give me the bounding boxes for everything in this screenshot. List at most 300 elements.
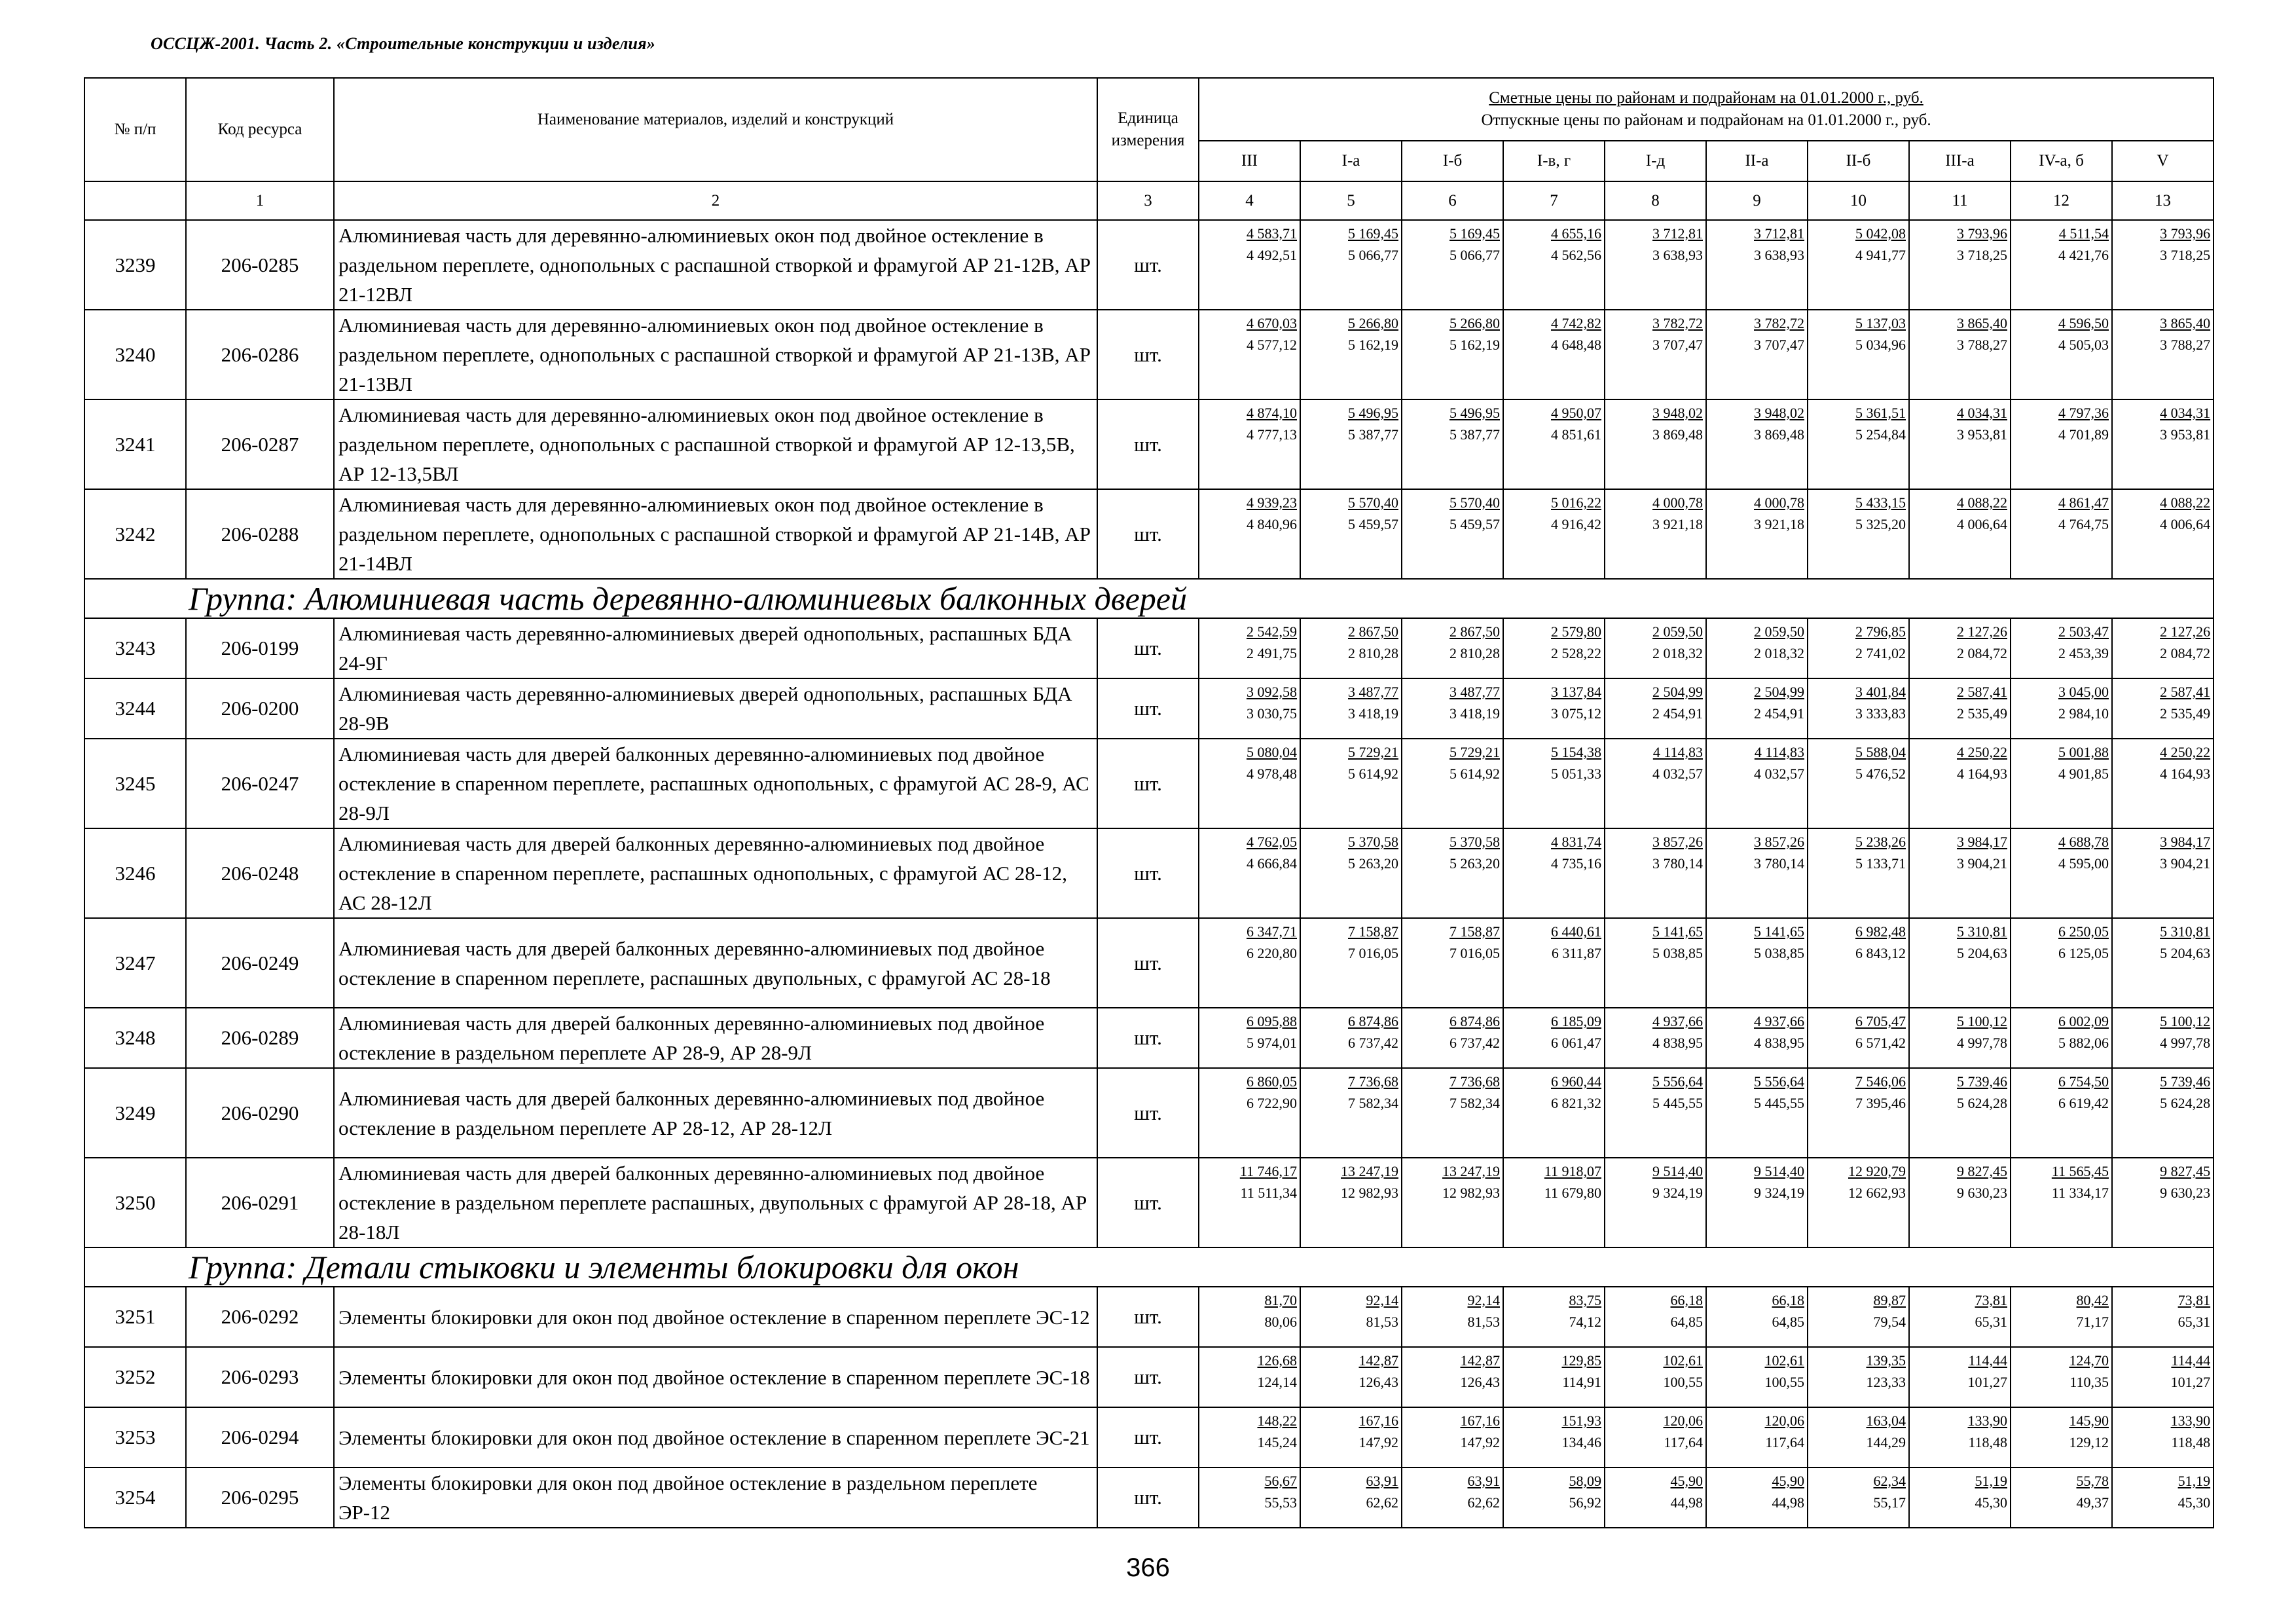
price-cell <box>1503 489 1605 579</box>
release-price: 126,43 <box>1358 1374 1398 1390</box>
price-cell <box>2011 1287 2112 1347</box>
estimate-price: 6 982,48 <box>1855 923 1906 940</box>
release-price: 81,53 <box>1366 1314 1398 1330</box>
estimate-price: 5 433,15 <box>1855 494 1906 511</box>
price-cell <box>1402 310 1503 399</box>
price-cell <box>2011 1347 2112 1407</box>
price-cell <box>1909 489 2011 579</box>
release-price: 147,92 <box>1460 1434 1500 1450</box>
estimate-price: 7 158,87 <box>1449 923 1500 940</box>
release-price: 7 395,46 <box>1855 1095 1906 1111</box>
release-price: 3 418,19 <box>1348 705 1398 722</box>
price-cell <box>1402 1158 1503 1247</box>
release-price: 4 901,85 <box>2058 766 2109 782</box>
column-number: 10 <box>1808 181 1909 220</box>
district-header: III <box>1199 141 1300 181</box>
price-cell <box>1402 1347 1503 1407</box>
release-price: 100,55 <box>1764 1374 1804 1390</box>
estimate-price: 4 950,07 <box>1551 405 1601 421</box>
estimate-price: 4 797,36 <box>2058 405 2109 421</box>
price-cell <box>1402 489 1503 579</box>
estimate-price: 56,67 <box>1264 1473 1297 1489</box>
estimate-price: 7 546,06 <box>1855 1073 1906 1090</box>
release-price: 5 133,71 <box>1855 855 1906 872</box>
price-table <box>84 77 2214 1528</box>
price-cell <box>1909 1467 2011 1528</box>
release-price: 5 034,96 <box>1855 337 1906 353</box>
price-cell <box>1909 1008 2011 1068</box>
resource-code: 206-0295 <box>186 1467 334 1528</box>
table-row <box>84 489 2214 579</box>
estimate-price: 13 247,19 <box>1442 1163 1500 1179</box>
release-price: 2 454,91 <box>1754 705 1804 722</box>
estimate-price: 4 688,78 <box>2058 834 2109 850</box>
estimate-price: 5 570,40 <box>1348 494 1398 511</box>
price-cell <box>1706 618 1808 678</box>
release-price: 3 707,47 <box>1652 337 1703 353</box>
price-title-release: Отпускные цены по районам и подрайонам на 01.01.2000 г., руб. <box>1481 111 1931 129</box>
release-price: 62,62 <box>1467 1494 1500 1511</box>
release-price: 3 921,18 <box>1754 516 1804 532</box>
release-price: 3 333,83 <box>1855 705 1906 722</box>
estimate-price: 58,09 <box>1569 1473 1601 1489</box>
estimate-price: 12 920,79 <box>1848 1163 1906 1179</box>
price-cell <box>1706 1467 1808 1528</box>
price-cell <box>1909 1158 2011 1247</box>
estimate-price: 5 556,64 <box>1754 1073 1804 1090</box>
estimate-price: 102,61 <box>1764 1352 1804 1369</box>
estimate-price: 5 739,46 <box>2160 1073 2211 1090</box>
estimate-price: 2 587,41 <box>1957 684 2007 700</box>
table-row <box>84 828 2214 918</box>
price-cell <box>1503 1008 1605 1068</box>
estimate-price: 3 137,84 <box>1551 684 1601 700</box>
release-price: 3 904,21 <box>2160 855 2211 872</box>
material-name: Алюминиевая часть для деревянно-алюминиевых окон под двойное остекление в раздельном переплете, однопольных с распашной створкой и фрамугой АР 12-13,5В, АР 12-13,5ВЛ <box>334 399 1097 489</box>
price-cell <box>1706 678 1808 739</box>
row-number: 3245 <box>84 739 186 828</box>
release-price: 5 459,57 <box>1348 516 1398 532</box>
estimate-price: 3 857,26 <box>1652 834 1703 850</box>
price-cell <box>2011 489 2112 579</box>
release-price: 134,46 <box>1561 1434 1601 1450</box>
column-number: 6 <box>1402 181 1503 220</box>
release-price: 110,35 <box>2069 1374 2109 1390</box>
release-price: 5 162,19 <box>1348 337 1398 353</box>
release-price: 5 614,92 <box>1348 766 1398 782</box>
column-number: 8 <box>1605 181 1706 220</box>
price-cell <box>1402 399 1503 489</box>
material-name: Алюминиевая часть для деревянно-алюминиевых окон под двойное остекление в раздельном переплете, однопольных с распашной створкой и фрамугой АР 21-13В, АР 21-13ВЛ <box>334 310 1097 399</box>
row-number: 3246 <box>84 828 186 918</box>
price-cell <box>1503 1347 1605 1407</box>
column-number: 1 <box>186 181 334 220</box>
release-price: 12 662,93 <box>1848 1185 1906 1201</box>
release-price: 7 016,05 <box>1449 945 1500 961</box>
price-cell <box>1199 618 1300 678</box>
estimate-price: 3 793,96 <box>2160 225 2211 242</box>
release-price: 4 562,56 <box>1551 247 1601 263</box>
estimate-price: 4 250,22 <box>2160 744 2211 760</box>
resource-code: 206-0288 <box>186 489 334 579</box>
estimate-price: 167,16 <box>1460 1412 1500 1429</box>
estimate-price: 5 370,58 <box>1449 834 1500 850</box>
release-price: 4 577,12 <box>1247 337 1297 353</box>
group-title: Группа: Детали стыковки и элементы блокировки для окон <box>186 1247 2214 1287</box>
district-header: I-б <box>1402 141 1503 181</box>
price-cell <box>1199 489 1300 579</box>
col-header-no: № п/п <box>84 78 186 181</box>
price-cell <box>1808 1287 1909 1347</box>
release-price: 65,31 <box>2178 1314 2211 1330</box>
estimate-price: 7 736,68 <box>1348 1073 1398 1090</box>
estimate-price: 4 655,16 <box>1551 225 1601 242</box>
price-cell <box>1503 220 1605 310</box>
estimate-price: 5 100,12 <box>2160 1013 2211 1029</box>
estimate-price: 2 542,59 <box>1247 623 1297 640</box>
material-name: Элементы блокировки для окон под двойное остекление в спаренном переплете ЭС-21 <box>334 1407 1097 1467</box>
estimate-price: 5 556,64 <box>1652 1073 1703 1090</box>
estimate-price: 13 247,19 <box>1341 1163 1398 1179</box>
estimate-price: 145,90 <box>2069 1412 2109 1429</box>
col-header-prices <box>1199 78 2214 141</box>
estimate-price: 4 114,83 <box>1652 744 1703 760</box>
district-header: IV-а, б <box>2011 141 2112 181</box>
table-row <box>84 1287 2214 1347</box>
row-number: 3239 <box>84 220 186 310</box>
estimate-price: 6 754,50 <box>2058 1073 2109 1090</box>
release-price: 5 387,77 <box>1348 426 1398 443</box>
price-cell <box>1706 399 1808 489</box>
price-cell <box>1909 678 2011 739</box>
group-row <box>84 579 2214 618</box>
price-cell <box>1503 618 1605 678</box>
row-number: 3247 <box>84 918 186 1008</box>
release-price: 4 701,89 <box>2058 426 2109 443</box>
table-row <box>84 1068 2214 1158</box>
price-cell <box>2112 1407 2214 1467</box>
estimate-price: 3 487,77 <box>1449 684 1500 700</box>
material-name: Элементы блокировки для окон под двойное остекление в раздельном переплете ЭР-12 <box>334 1467 1097 1528</box>
release-price: 2 084,72 <box>1957 645 2007 661</box>
release-price: 4 840,96 <box>1247 516 1297 532</box>
district-header: I-д <box>1605 141 1706 181</box>
release-price: 2 810,28 <box>1449 645 1500 661</box>
release-price: 4 851,61 <box>1551 426 1601 443</box>
estimate-price: 55,78 <box>2076 1473 2109 1489</box>
release-price: 5 882,06 <box>2058 1035 2109 1051</box>
price-cell <box>1402 618 1503 678</box>
release-price: 3 075,12 <box>1551 705 1601 722</box>
release-price: 3 953,81 <box>1957 426 2007 443</box>
unit-of-measure: шт. <box>1097 1467 1199 1528</box>
price-cell <box>1808 1467 1909 1528</box>
estimate-price: 9 514,40 <box>1652 1163 1703 1179</box>
estimate-price: 6 860,05 <box>1247 1073 1297 1090</box>
release-price: 4 164,93 <box>1957 766 2007 782</box>
release-price: 3 904,21 <box>1957 855 2007 872</box>
estimate-price: 9 827,45 <box>2160 1163 2211 1179</box>
estimate-price: 5 588,04 <box>1855 744 1906 760</box>
estimate-price: 66,18 <box>1772 1292 1804 1308</box>
price-title-estimate: Сметные цены по районам и подрайонам на 01.01.2000 г., руб. <box>1489 89 1923 107</box>
price-cell <box>1808 1068 1909 1158</box>
price-cell <box>2112 739 2214 828</box>
release-price: 3 707,47 <box>1754 337 1804 353</box>
estimate-price: 133,90 <box>1967 1412 2007 1429</box>
row-number: 3244 <box>84 678 186 739</box>
group-row-blank <box>84 1247 186 1287</box>
price-cell <box>1199 678 1300 739</box>
estimate-price: 4 670,03 <box>1247 315 1297 331</box>
price-cell <box>1503 1287 1605 1347</box>
release-price: 4 997,78 <box>2160 1035 2211 1051</box>
material-name: Алюминиевая часть для деревянно-алюминиевых окон под двойное остекление в раздельном переплете, однопольных с распашной створкой и фрамугой АР 21-14В, АР 21-14ВЛ <box>334 489 1097 579</box>
price-cell <box>1402 1407 1503 1467</box>
estimate-price: 4 939,23 <box>1247 494 1297 511</box>
release-price: 6 843,12 <box>1855 945 1906 961</box>
estimate-price: 5 570,40 <box>1449 494 1500 511</box>
estimate-price: 63,91 <box>1366 1473 1398 1489</box>
material-name: Алюминиевая часть для дверей балконных деревянно-алюминиевых под двойное остекление в спаренном переплете, распашных однопольных, с фрамугой АС 28-12, АС 28-12Л <box>334 828 1097 918</box>
price-cell <box>1199 1407 1300 1467</box>
price-cell <box>1402 739 1503 828</box>
release-price: 3 030,75 <box>1247 705 1297 722</box>
price-cell <box>1808 310 1909 399</box>
release-price: 3 788,27 <box>2160 337 2211 353</box>
price-cell <box>2112 489 2214 579</box>
estimate-price: 3 984,17 <box>2160 834 2211 850</box>
release-price: 2 084,72 <box>2160 645 2211 661</box>
estimate-price: 2 796,85 <box>1855 623 1906 640</box>
release-price: 44,98 <box>1772 1494 1804 1511</box>
release-price: 4 164,93 <box>2160 766 2211 782</box>
price-cell <box>1605 1008 1706 1068</box>
release-price: 9 324,19 <box>1652 1185 1703 1201</box>
release-price: 114,91 <box>1562 1374 1601 1390</box>
price-cell <box>1199 1068 1300 1158</box>
price-cell <box>1605 1467 1706 1528</box>
price-cell <box>1909 1287 2011 1347</box>
release-price: 2 018,32 <box>1754 645 1804 661</box>
price-cell <box>1605 310 1706 399</box>
price-cell <box>1808 739 1909 828</box>
page-number: 366 <box>1126 1553 1170 1582</box>
release-price: 5 263,20 <box>1449 855 1500 872</box>
estimate-price: 11 746,17 <box>1239 1163 1297 1179</box>
district-header: II-б <box>1808 141 1909 181</box>
column-number-row <box>84 181 2214 220</box>
table-row <box>84 220 2214 310</box>
estimate-price: 120,06 <box>1764 1412 1804 1429</box>
estimate-price: 45,90 <box>1670 1473 1703 1489</box>
price-cell <box>2011 828 2112 918</box>
price-cell <box>1199 1347 1300 1407</box>
release-price: 55,17 <box>1873 1494 1906 1511</box>
district-header: I-а <box>1300 141 1402 181</box>
release-price: 118,48 <box>1968 1434 2007 1450</box>
release-price: 4 006,64 <box>2160 516 2211 532</box>
estimate-price: 6 347,71 <box>1247 923 1297 940</box>
release-price: 4 838,95 <box>1754 1035 1804 1051</box>
release-price: 5 974,01 <box>1247 1035 1297 1051</box>
estimate-price: 51,19 <box>2178 1473 2211 1489</box>
price-cell <box>1808 1407 1909 1467</box>
price-cell <box>1605 220 1706 310</box>
table-row <box>84 1467 2214 1528</box>
release-price: 4 492,51 <box>1247 247 1297 263</box>
release-price: 6 125,05 <box>2058 945 2109 961</box>
release-price: 2 018,32 <box>1652 645 1703 661</box>
table-row <box>84 1158 2214 1247</box>
estimate-price: 5 266,80 <box>1449 315 1500 331</box>
estimate-price: 3 948,02 <box>1652 405 1703 421</box>
price-cell <box>1605 1287 1706 1347</box>
district-header: III-а <box>1909 141 2011 181</box>
table-row <box>84 618 2214 678</box>
release-price: 5 066,77 <box>1348 247 1398 263</box>
price-cell <box>1909 1347 2011 1407</box>
release-price: 12 982,93 <box>1442 1185 1500 1201</box>
release-price: 5 445,55 <box>1652 1095 1703 1111</box>
column-number: 3 <box>1097 181 1199 220</box>
estimate-price: 4 000,78 <box>1652 494 1703 511</box>
estimate-price: 2 127,26 <box>2160 623 2211 640</box>
release-price: 7 016,05 <box>1348 945 1398 961</box>
estimate-price: 5 496,95 <box>1348 405 1398 421</box>
price-cell <box>1503 678 1605 739</box>
table-row <box>84 399 2214 489</box>
estimate-price: 3 487,77 <box>1348 684 1398 700</box>
group-row-blank <box>84 579 186 618</box>
estimate-price: 5 238,26 <box>1855 834 1906 850</box>
price-cell <box>1300 1068 1402 1158</box>
estimate-price: 5 729,21 <box>1348 744 1398 760</box>
estimate-price: 5 016,22 <box>1551 494 1601 511</box>
material-name: Алюминиевая часть деревянно-алюминиевых дверей однопольных, распашных БДА 24-9Г <box>334 618 1097 678</box>
price-cell <box>1503 399 1605 489</box>
price-cell <box>1808 1158 1909 1247</box>
price-cell <box>1503 1467 1605 1528</box>
estimate-price: 142,87 <box>1358 1352 1398 1369</box>
estimate-price: 83,75 <box>1569 1292 1601 1308</box>
estimate-price: 3 984,17 <box>1957 834 2007 850</box>
release-price: 145,24 <box>1257 1434 1297 1450</box>
price-cell <box>1909 828 2011 918</box>
estimate-price: 2 127,26 <box>1957 623 2007 640</box>
release-price: 6 619,42 <box>2058 1095 2109 1111</box>
price-cell <box>2112 310 2214 399</box>
price-cell <box>1909 1407 2011 1467</box>
price-cell <box>2011 220 2112 310</box>
column-number: 11 <box>1909 181 2011 220</box>
estimate-price: 9 827,45 <box>1957 1163 2007 1179</box>
table-row <box>84 310 2214 399</box>
release-price: 4 666,84 <box>1247 855 1297 872</box>
release-price: 4 006,64 <box>1957 516 2007 532</box>
release-price: 2 454,91 <box>1652 705 1703 722</box>
release-price: 11 511,34 <box>1240 1185 1297 1201</box>
estimate-price: 4 583,71 <box>1247 225 1297 242</box>
estimate-price: 3 401,84 <box>1855 684 1906 700</box>
estimate-price: 5 266,80 <box>1348 315 1398 331</box>
estimate-price: 45,90 <box>1772 1473 1804 1489</box>
release-price: 123,33 <box>1866 1374 1906 1390</box>
release-price: 5 614,92 <box>1449 766 1500 782</box>
estimate-price: 6 440,61 <box>1551 923 1601 940</box>
release-price: 45,30 <box>2178 1494 2211 1511</box>
release-price: 124,14 <box>1257 1374 1297 1390</box>
group-row <box>84 1247 2214 1287</box>
estimate-price: 5 169,45 <box>1348 225 1398 242</box>
price-cell <box>2011 1068 2112 1158</box>
release-price: 65,31 <box>1975 1314 2007 1330</box>
price-cell <box>1199 828 1300 918</box>
unit-of-measure: шт. <box>1097 618 1199 678</box>
release-price: 4 838,95 <box>1652 1035 1703 1051</box>
estimate-price: 2 867,50 <box>1348 623 1398 640</box>
estimate-price: 2 867,50 <box>1449 623 1500 640</box>
resource-code: 206-0292 <box>186 1287 334 1347</box>
estimate-price: 114,44 <box>1968 1352 2007 1369</box>
price-cell <box>2112 618 2214 678</box>
estimate-price: 4 831,74 <box>1551 834 1601 850</box>
release-price: 5 624,28 <box>1957 1095 2007 1111</box>
release-price: 5 254,84 <box>1855 426 1906 443</box>
price-cell <box>1605 739 1706 828</box>
resource-code: 206-0199 <box>186 618 334 678</box>
estimate-price: 4 874,10 <box>1247 405 1297 421</box>
estimate-price: 2 504,99 <box>1652 684 1703 700</box>
release-price: 6 061,47 <box>1551 1035 1601 1051</box>
release-price: 147,92 <box>1358 1434 1398 1450</box>
row-number: 3243 <box>84 618 186 678</box>
price-cell <box>2112 678 2214 739</box>
resource-code: 206-0294 <box>186 1407 334 1467</box>
price-cell <box>1808 918 1909 1008</box>
release-price: 45,30 <box>1975 1494 2007 1511</box>
estimate-price: 5 141,65 <box>1754 923 1804 940</box>
estimate-price: 6 874,86 <box>1348 1013 1398 1029</box>
col-header-code: Код ресурса <box>186 78 334 181</box>
price-cell <box>1808 828 1909 918</box>
row-number: 3251 <box>84 1287 186 1347</box>
row-number: 3240 <box>84 310 186 399</box>
release-price: 3 869,48 <box>1754 426 1804 443</box>
estimate-price: 4 762,05 <box>1247 834 1297 850</box>
estimate-price: 5 042,08 <box>1855 225 1906 242</box>
release-price: 5 476,52 <box>1855 766 1906 782</box>
estimate-price: 4 250,22 <box>1957 744 2007 760</box>
unit-of-measure: шт. <box>1097 310 1199 399</box>
release-price: 4 997,78 <box>1957 1035 2007 1051</box>
release-price: 4 032,57 <box>1652 766 1703 782</box>
estimate-price: 7 736,68 <box>1449 1073 1500 1090</box>
district-header: I-в, г <box>1503 141 1605 181</box>
release-price: 2 491,75 <box>1247 645 1297 661</box>
table-row <box>84 739 2214 828</box>
release-price: 101,27 <box>2170 1374 2211 1390</box>
material-name: Алюминиевая часть для дверей балконных деревянно-алюминиевых под двойное остекление в раздельном переплете распашных, двупольных с фрамугой АР 28-18, АР 28-18Л <box>334 1158 1097 1247</box>
estimate-price: 114,44 <box>2171 1352 2211 1369</box>
release-price: 5 624,28 <box>2160 1095 2211 1111</box>
resource-code: 206-0248 <box>186 828 334 918</box>
release-price: 2 528,22 <box>1551 645 1601 661</box>
price-cell <box>1605 489 1706 579</box>
material-name: Алюминиевая часть деревянно-алюминиевых дверей однопольных, распашных БДА 28-9В <box>334 678 1097 739</box>
resource-code: 206-0290 <box>186 1068 334 1158</box>
estimate-price: 3 092,58 <box>1247 684 1297 700</box>
